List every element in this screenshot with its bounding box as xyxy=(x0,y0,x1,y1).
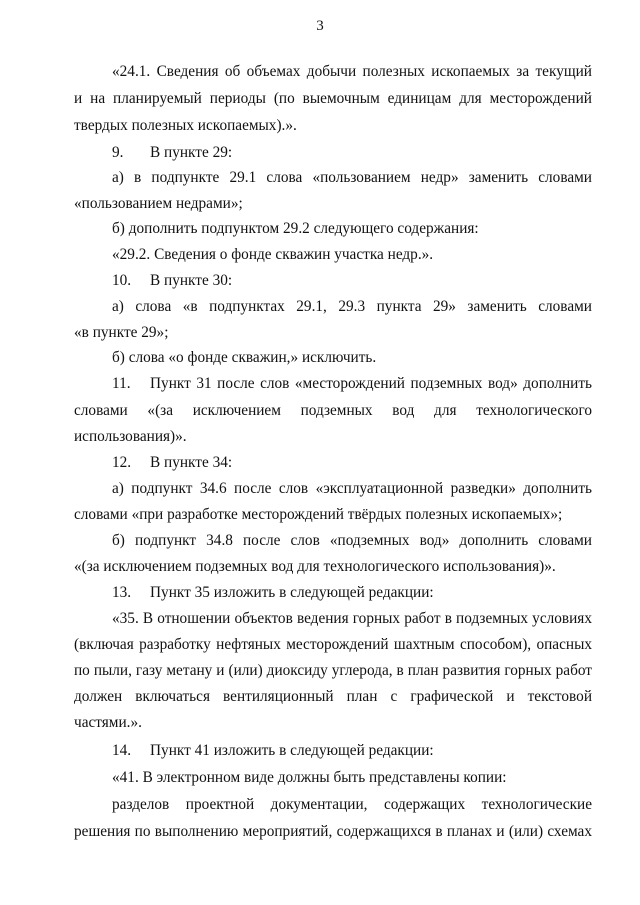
text-line: б) дополнить подпунктом 29.2 следующего содержания: xyxy=(112,220,479,237)
item-number: 12. xyxy=(112,454,132,471)
item-text: В пункте 34: xyxy=(150,454,233,471)
text-line: «24.1. Сведения об объемах добычи полезных ископаемых за текущий xyxy=(112,63,592,80)
item-text: Пункт 35 изложить в следующей редакции: xyxy=(150,584,434,601)
text-line: б) слова «о фонде скважин,» исключить. xyxy=(112,349,377,366)
item-text: В пункте 29: xyxy=(150,144,233,161)
text-line: частями.». xyxy=(74,714,142,731)
paragraph-item-11 xyxy=(112,374,592,394)
paragraph-item-10 xyxy=(112,271,592,291)
text-line: словами «(за исключением подземных вод для технологического xyxy=(74,402,592,419)
text-line: б) подпункт 34.8 после слов «подземных вод» дополнить словами xyxy=(112,532,592,549)
text-line: словами «при разработке месторождений твёрдых полезных ископаемых»; xyxy=(74,506,563,523)
text-line: «29.2. Сведения о фонде скважин участка недр.». xyxy=(112,246,434,263)
text-line: должен включаться вентиляционный план с графической и текстовой xyxy=(74,688,592,705)
paragraph-item-12 xyxy=(112,453,592,473)
text-line: «в пункте 29»; xyxy=(74,324,169,341)
paragraph-item-13 xyxy=(112,583,592,603)
text-line: (включая разработку нефтяных месторождений шахтным способом), опасных xyxy=(74,636,592,653)
item-number: 10. xyxy=(112,272,132,289)
paragraph-item-9 xyxy=(112,143,592,163)
text-line: «пользованием недрами»; xyxy=(74,195,243,212)
text-line: решения по выполнению мероприятий, содержащихся в планах и (или) схемах xyxy=(74,823,592,840)
paragraph-item-14 xyxy=(112,741,592,761)
text-line: «41. В электронном виде должны быть представлены копии: xyxy=(112,769,507,786)
text-line: а) слова «в подпунктах 29.1, 29.3 пункта 29» заменить словами xyxy=(112,298,592,315)
text-line: по пыли, газу метану и (или) диоксиду углерода, в план развития горных работ xyxy=(74,662,592,679)
text-line: «(за исключением подземных вод для технологического использования)». xyxy=(74,558,556,575)
text-line: использования)». xyxy=(74,428,187,445)
text-line: разделов проектной документации, содержащих технологические xyxy=(112,796,592,813)
item-text: Пункт 31 после слов «месторождений подземных вод» дополнить xyxy=(150,375,592,392)
item-text: Пункт 41 изложить в следующей редакции: xyxy=(150,742,434,759)
text-line: твердых полезных ископаемых).». xyxy=(74,117,297,134)
text-line: «35. В отношении объектов ведения горных работ в подземных условиях xyxy=(112,610,592,627)
text-line: и на планируемый периоды (по выемочным единицам для месторождений xyxy=(74,90,592,107)
item-number: 9. xyxy=(112,144,124,161)
item-number: 11. xyxy=(112,375,131,392)
text-line: а) подпункт 34.6 после слов «эксплуатационной разведки» дополнить xyxy=(112,480,592,497)
text-line: а) в подпункте 29.1 слова «пользованием недр» заменить словами xyxy=(112,169,592,186)
item-number: 14. xyxy=(112,742,132,759)
item-number: 13. xyxy=(112,584,132,601)
page-number: 3 xyxy=(316,18,324,34)
item-text: В пункте 30: xyxy=(150,272,233,289)
